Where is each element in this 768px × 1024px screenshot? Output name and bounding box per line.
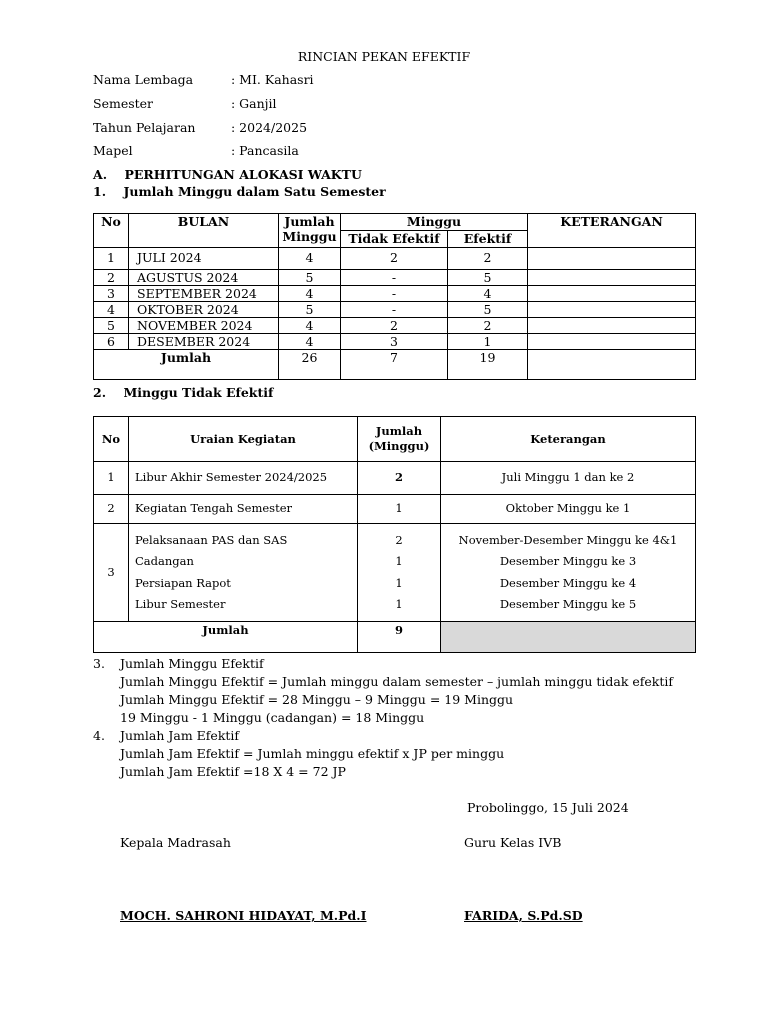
cell-keterangan [528,318,696,334]
section-4-line: Jumlah Jam Efektif = Jumlah minggu efektif x JP per minggu [120,746,505,761]
cell-keterangan: Oktober Minggu ke 1 [441,495,696,524]
section-4-line: Jumlah Jam Efektif =18 X 4 = 72 JP [120,764,346,779]
table-row [94,270,696,286]
header-keterangan: KETERANGAN [528,214,696,248]
section-4-number: 4. [93,728,105,743]
cell-efektif: 4 [448,286,528,302]
left-signer-role: Kepala Madrasah [120,835,231,850]
cell-jumlah: 4 [279,286,341,302]
header-uraian: Uraian Kegiatan [129,417,358,462]
cell-keterangan [528,286,696,302]
section-3-heading: Jumlah Minggu Efektif [120,656,264,671]
cell-uraian: Libur Semester [135,597,226,611]
header-keterangan: Keterangan [441,417,696,462]
cell-efektif: 2 [448,248,528,270]
total-tidak-efektif: 7 [341,350,448,380]
section-3-line: Jumlah Minggu Efektif = Jumlah minggu dalam semester – jumlah minggu tidak efektif [120,674,674,689]
info-label-lembaga: Nama Lembaga [93,72,194,87]
section-3-line: 19 Minggu - 1 Minggu (cadangan) = 18 Minggu [120,710,425,725]
total-keterangan [528,350,696,380]
table-row [94,524,696,622]
cell-no: 1 [94,248,129,270]
cell-keterangan [528,302,696,318]
total-label: Jumlah [94,622,358,653]
cell-jumlah: 4 [279,318,341,334]
section-1-heading: 1. Jumlah Minggu dalam Satu Semester [93,184,386,199]
section-3-number: 3. [93,656,105,671]
cell-keterangan [528,248,696,270]
section-3-line: Jumlah Minggu Efektif = 28 Minggu – 9 Minggu = 19 Minggu [120,692,514,707]
cell-uraian-group [129,524,358,622]
info-value-semester: : Ganjil [231,96,277,111]
info-value-mapel: : Pancasila [231,143,299,158]
cell-bulan: NOVEMBER 2024 [129,318,279,334]
cell-bulan: JULI 2024 [129,248,279,270]
table-row [94,495,696,524]
cell-keterangan: Desember Minggu ke 3 [499,554,637,568]
table-row [94,248,696,270]
header-jumlah-text: Jumlah [375,424,423,438]
table-row [94,318,696,334]
header-jumlah-minggu [279,214,341,248]
cell-jumlah: 1 [395,554,403,568]
cell-tidak-efektif: 2 [341,248,448,270]
header-bulan: BULAN [129,214,279,248]
total-jumlah: 26 [279,350,341,380]
table-total-row [94,350,696,380]
cell-uraian: Kegiatan Tengah Semester [129,495,358,524]
ineffective-weeks-table [93,416,696,653]
cell-no: 5 [94,318,129,334]
cell-uraian: Pelaksanaan PAS dan SAS [135,532,288,547]
total-efektif: 19 [448,350,528,380]
cell-keterangan: Desember Minggu ke 4 [499,575,637,590]
cell-no: 3 [94,286,129,302]
cell-efektif: 5 [448,270,528,286]
cell-no: 6 [94,334,129,350]
cell-jumlah: 5 [279,302,341,318]
header-jumlah-minggu [358,417,441,462]
document-title: RINCIAN PEKAN EFEKTIF [297,49,471,64]
info-label-tahun: Tahun Pelajaran [93,120,196,135]
info-label-semester: Semester [93,96,154,111]
cell-no: 2 [94,270,129,286]
place-date: Probolinggo, 15 Juli 2024 [467,800,629,815]
header-minggu-text: (Minggu) [368,439,430,453]
info-value-lembaga: : MI. Kahasri [231,72,314,87]
cell-uraian: Cadangan [135,554,194,568]
cell-no: 3 [94,524,129,622]
header-tidak-efektif: Tidak Efektif [341,231,448,248]
cell-tidak-efektif: 3 [341,334,448,350]
header-jumlah-text: Jumlah [284,214,335,229]
cell-jumlah: 1 [395,575,403,590]
cell-uraian: Persiapan Rapot [135,575,231,590]
header-no: No [94,417,129,462]
left-signer-name: MOCH. SAHRONI HIDAYAT, M.Pd.I [120,908,367,923]
cell-tidak-efektif: - [341,302,448,318]
cell-jumlah: 1 [358,495,441,524]
header-no: No [94,214,129,248]
right-signer-role: Guru Kelas IVB [464,835,562,850]
cell-jumlah-group [358,524,441,622]
cell-no: 1 [94,462,129,495]
total-jumlah: 9 [358,622,441,653]
total-keterangan-shaded [441,622,696,653]
cell-efektif: 1 [448,334,528,350]
header-minggu: Minggu [341,214,528,231]
table-total-row [94,622,696,653]
cell-jumlah: 4 [279,248,341,270]
cell-keterangan [528,270,696,286]
cell-keterangan: November-Desember Minggu ke 4&1 [458,532,678,547]
right-signer-name: FARIDA, S.Pd.SD [464,908,583,923]
cell-bulan: DESEMBER 2024 [129,334,279,350]
cell-no: 2 [94,495,129,524]
section-4-heading: Jumlah Jam Efektif [120,728,240,743]
cell-keterangan [528,334,696,350]
cell-jumlah: 4 [279,334,341,350]
section-2-heading: 2. Minggu Tidak Efektif [93,385,274,400]
table-row [94,286,696,302]
cell-jumlah: 2 [395,532,403,547]
cell-bulan: AGUSTUS 2024 [129,270,279,286]
cell-keterangan-group [441,524,696,622]
info-value-tahun: : 2024/2025 [231,120,308,135]
cell-efektif: 2 [448,318,528,334]
cell-bulan: SEPTEMBER 2024 [129,286,279,302]
cell-uraian: Libur Akhir Semester 2024/2025 [129,462,358,495]
header-minggu-text: Minggu [282,229,337,244]
cell-no: 4 [94,302,129,318]
cell-tidak-efektif: - [341,286,448,302]
section-a-heading: A. PERHITUNGAN ALOKASI WAKTU [93,167,362,182]
info-label-mapel: Mapel [93,143,133,158]
cell-keterangan: Juli Minggu 1 dan ke 2 [441,462,696,495]
cell-tidak-efektif: 2 [341,318,448,334]
weeks-per-semester-table [93,213,696,380]
table-row [94,302,696,318]
cell-jumlah: 1 [395,597,403,611]
cell-keterangan: Desember Minggu ke 5 [499,597,637,611]
cell-bulan: OKTOBER 2024 [129,302,279,318]
cell-tidak-efektif: - [341,270,448,286]
table-row [94,462,696,495]
cell-jumlah: 5 [279,270,341,286]
cell-jumlah: 2 [358,462,441,495]
cell-efektif: 5 [448,302,528,318]
total-label: Jumlah [94,350,279,380]
header-efektif: Efektif [448,231,528,248]
table-row [94,334,696,350]
